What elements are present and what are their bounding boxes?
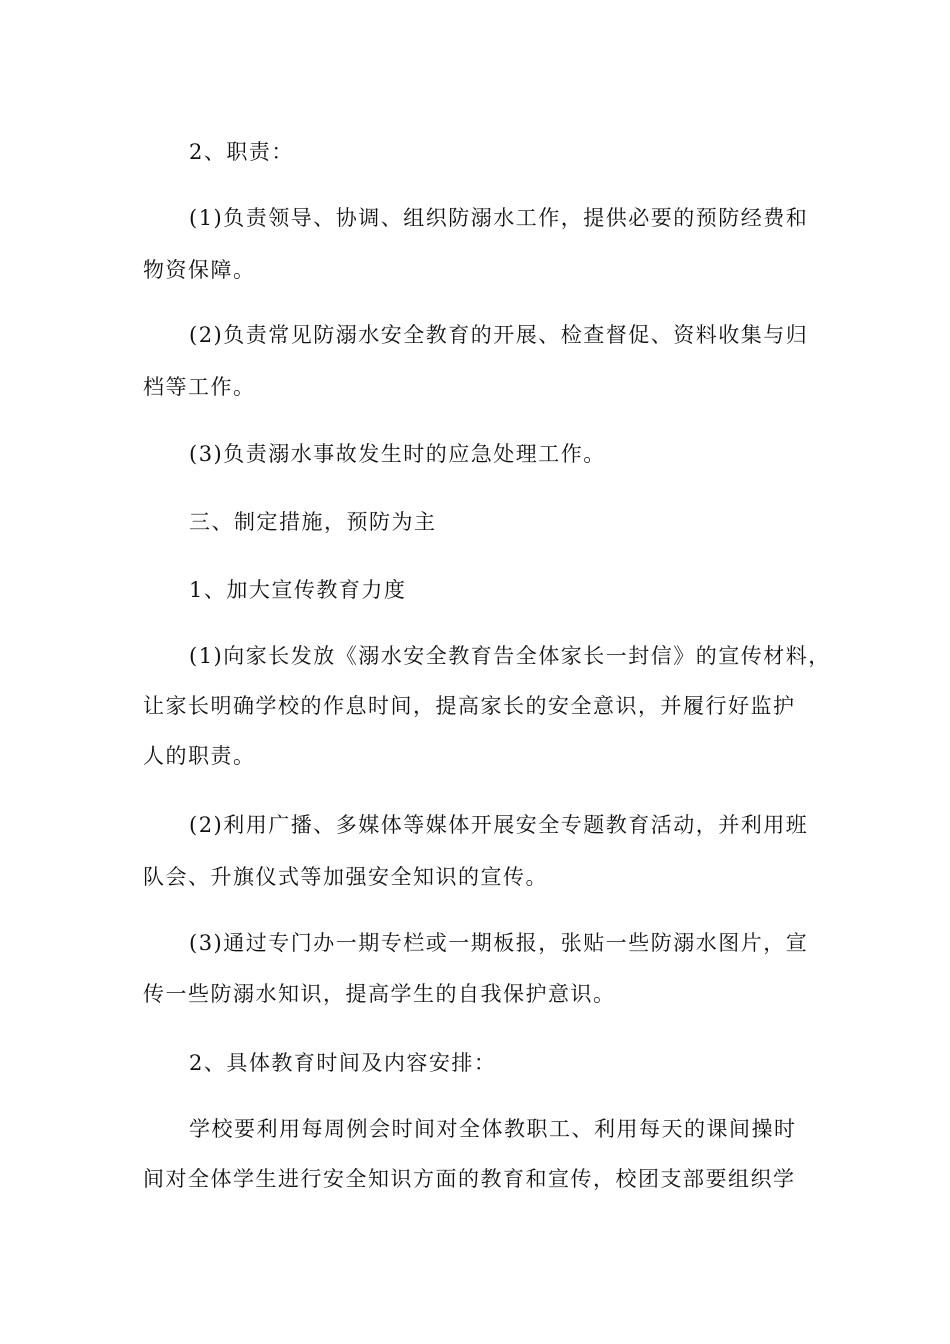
section-heading-duties: 2、职责： [189,140,294,164]
paragraph-line: 学校要利用每周例会时间对全体教职工、利用每天的课间操时 [189,1117,797,1141]
paragraph-line: (3)负责溺水事故发生时的应急处理工作。 [189,442,606,466]
paragraph-line: 传一些防溺水知识，提高学生的自我保护意识。 [143,982,616,1006]
paragraph-line: 间对全体学生进行安全知识方面的教育和宣传，校团支部要组织学 [143,1167,796,1191]
subsection-heading: 2、具体教育时间及内容安排： [189,1051,497,1075]
paragraph-line: 档等工作。 [143,375,256,399]
paragraph-line: 人的职责。 [143,744,256,768]
paragraph-line: 让家长明确学校的作息时间，提高家长的安全意识，并履行好监护 [143,694,796,718]
paragraph-line: 队会、升旗仪式等加强安全知识的宣传。 [143,865,548,889]
paragraph-line: (1)负责领导、协调、组织防溺水工作，提供必要的预防经费和 [189,206,809,230]
subsection-heading: 1、加大宣传教育力度 [189,578,407,602]
paragraph-line: (3)通过专门办一期专栏或一期板报，张贴一些防溺水图片，宣 [189,931,809,955]
paragraph-line: (1)向家长发放《溺水安全教育告全体家长一封信》的宣传材料， [189,644,831,668]
section-heading-measures: 三、制定措施，预防为主 [189,510,437,534]
paragraph-line: 物资保障。 [143,258,256,282]
paragraph-line: (2)利用广播、多媒体等媒体开展安全专题教育活动，并利用班 [189,813,809,837]
paragraph-line: (2)负责常见防溺水安全教育的开展、检查督促、资料收集与归 [189,323,809,347]
